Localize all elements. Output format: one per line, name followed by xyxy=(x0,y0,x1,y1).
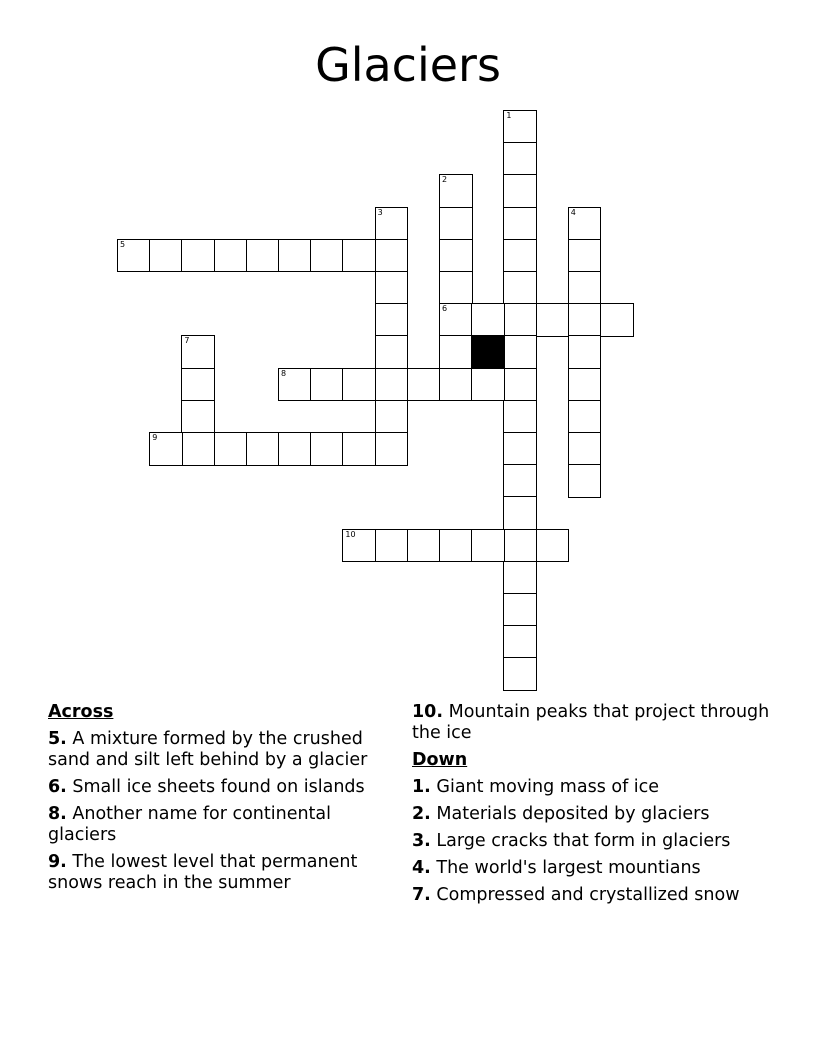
clue-number: 7. xyxy=(412,885,431,905)
grid-cell[interactable] xyxy=(149,239,183,273)
clue-across-8 xyxy=(48,804,404,846)
grid-cell[interactable] xyxy=(214,432,248,466)
grid-cell[interactable] xyxy=(503,142,537,176)
grid-cell[interactable] xyxy=(375,207,409,241)
grid-cell[interactable] xyxy=(503,593,537,627)
clue-number: 10. xyxy=(412,702,444,722)
clue-text: Small ice sheets found on islands xyxy=(72,777,365,797)
grid-cell[interactable] xyxy=(375,271,409,305)
clue-across-9 xyxy=(48,852,404,894)
clue-number: 2. xyxy=(412,804,431,824)
clue-text: The lowest level that permanent snows reach in the summer xyxy=(48,852,358,893)
grid-cell[interactable] xyxy=(503,335,537,369)
grid-cell[interactable] xyxy=(536,529,570,563)
grid-cell[interactable] xyxy=(503,657,537,691)
grid-cell[interactable] xyxy=(342,239,376,273)
grid-cell[interactable] xyxy=(503,561,537,595)
clue-down-4 xyxy=(412,858,772,879)
grid-cell[interactable] xyxy=(600,303,634,337)
clue-across-10 xyxy=(412,702,772,744)
grid-cell[interactable] xyxy=(342,432,376,466)
grid-cell[interactable] xyxy=(375,400,409,434)
grid-cell[interactable] xyxy=(342,529,376,563)
cell-number: 5 xyxy=(120,239,126,249)
grid-cell[interactable] xyxy=(503,303,537,337)
clue-text: Materials deposited by glaciers xyxy=(436,804,710,824)
clue-text: The world's largest mountians xyxy=(436,858,701,878)
clue-across-6 xyxy=(48,777,404,798)
grid-cell[interactable] xyxy=(407,529,441,563)
clue-number: 5. xyxy=(48,729,67,749)
clue-down-2 xyxy=(412,804,772,825)
grid-cell[interactable] xyxy=(342,368,376,402)
clue-text: Another name for continental glaciers xyxy=(48,804,332,845)
clue-text: Mountain peaks that project through the ice xyxy=(412,702,770,743)
cell-number: 8 xyxy=(281,368,287,378)
grid-cell[interactable] xyxy=(568,271,602,305)
grid-cell[interactable] xyxy=(310,368,344,402)
clue-number: 9. xyxy=(48,852,67,872)
grid-cell[interactable] xyxy=(503,239,537,273)
grid-cell[interactable] xyxy=(503,271,537,305)
grid-cell[interactable] xyxy=(439,335,473,369)
grid-cell[interactable] xyxy=(439,207,473,241)
grid-cell[interactable] xyxy=(503,110,537,144)
grid-cell[interactable] xyxy=(310,432,344,466)
grid-cell[interactable] xyxy=(568,239,602,273)
grid-cell[interactable] xyxy=(439,174,473,208)
clue-text: Compressed and crystallized snow xyxy=(436,885,740,905)
grid-cell[interactable] xyxy=(568,432,602,466)
black-cell xyxy=(471,335,505,369)
cell-number: 9 xyxy=(152,433,158,442)
grid-cell[interactable] xyxy=(568,368,602,402)
grid-cell[interactable] xyxy=(503,496,537,530)
clue-across-5 xyxy=(48,729,404,771)
grid-cell[interactable] xyxy=(471,303,505,337)
cell-number: 4 xyxy=(570,207,576,217)
grid-cell[interactable] xyxy=(568,335,602,369)
clue-number: 4. xyxy=(412,858,431,878)
clue-number: 3. xyxy=(412,831,431,851)
grid-cell[interactable] xyxy=(503,207,537,241)
grid-cell[interactable] xyxy=(181,432,215,466)
clue-text: Large cracks that form in glaciers xyxy=(436,831,731,851)
grid-cell[interactable] xyxy=(375,239,409,273)
grid-cell[interactable] xyxy=(278,368,312,402)
grid-cell[interactable] xyxy=(503,368,537,402)
grid-cell[interactable] xyxy=(246,432,280,466)
cell-number: 10 xyxy=(345,529,356,539)
grid-cell[interactable] xyxy=(536,303,570,337)
grid-cell[interactable] xyxy=(503,432,537,466)
grid-cell[interactable] xyxy=(149,432,183,466)
clue-down-3 xyxy=(412,831,772,852)
clue-down-1 xyxy=(412,777,772,798)
grid-cell[interactable] xyxy=(503,464,537,498)
grid-cell[interactable] xyxy=(471,529,505,563)
clue-number: 6. xyxy=(48,777,67,797)
clue-text: A mixture formed by the crushed sand and silt left behind by a glacier xyxy=(48,729,368,770)
grid-cell[interactable] xyxy=(117,239,151,273)
grid-cell[interactable] xyxy=(439,303,473,337)
grid-cell[interactable] xyxy=(214,239,248,273)
cell-number: 6 xyxy=(442,304,448,314)
cell-number: 2 xyxy=(442,175,448,185)
clue-text: Giant moving mass of ice xyxy=(436,777,660,797)
grid-cell[interactable] xyxy=(471,368,505,402)
clues-column-right xyxy=(412,702,772,912)
cell-number: 3 xyxy=(377,207,383,217)
grid-cell[interactable] xyxy=(568,207,602,241)
grid-cell[interactable] xyxy=(568,464,602,498)
grid-cell[interactable] xyxy=(503,174,537,208)
clues-column-left xyxy=(48,702,404,900)
grid-cell[interactable] xyxy=(181,368,215,402)
grid-cell[interactable] xyxy=(503,625,537,659)
grid-cell[interactable] xyxy=(375,335,409,369)
grid-cell[interactable] xyxy=(439,271,473,305)
grid-cell[interactable] xyxy=(181,239,215,273)
grid-cell[interactable] xyxy=(375,529,409,563)
clue-down-7 xyxy=(412,885,772,906)
grid-cell[interactable] xyxy=(568,400,602,434)
grid-cell[interactable] xyxy=(439,368,473,402)
grid-cell[interactable] xyxy=(503,529,537,563)
cell-number: 7 xyxy=(184,336,190,346)
grid-cell[interactable] xyxy=(407,368,441,402)
grid-cell[interactable] xyxy=(568,303,602,337)
grid-cell[interactable] xyxy=(181,335,215,369)
grid-cell[interactable] xyxy=(439,529,473,563)
puzzle-title: Glaciers xyxy=(315,38,501,92)
grid-cell[interactable] xyxy=(181,400,215,434)
down-heading: Down xyxy=(412,750,468,770)
clue-number: 1. xyxy=(412,777,431,797)
grid-cell[interactable] xyxy=(375,303,409,337)
grid-cell[interactable] xyxy=(278,239,312,273)
grid-cell[interactable] xyxy=(278,432,312,466)
clue-number: 8. xyxy=(48,804,67,824)
grid-cell[interactable] xyxy=(310,239,344,273)
grid-cell[interactable] xyxy=(503,400,537,434)
across-heading: Across xyxy=(48,702,114,722)
grid-cell[interactable] xyxy=(246,239,280,273)
grid-cell[interactable] xyxy=(375,432,409,466)
cell-number: 1 xyxy=(506,111,512,120)
grid-cell[interactable] xyxy=(439,239,473,273)
grid-cell[interactable] xyxy=(375,368,409,402)
